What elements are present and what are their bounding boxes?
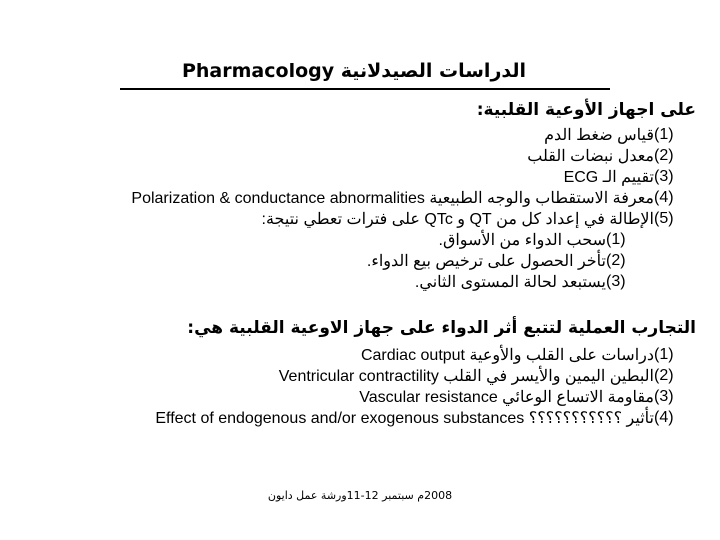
list-item: [20, 208, 696, 229]
item-text: تأثير ؟؟؟؟؟؟؟؟؟؟؟ Effect of endogenous and/or exogenous substances: [155, 409, 654, 427]
list-item: [20, 365, 696, 386]
item-number: (1): [606, 230, 626, 248]
item-number: (1): [654, 125, 674, 143]
item-number: (3): [606, 272, 626, 290]
item-text: معرفة الاستقطاب والوجه الطبيعية Polarization & conductance abnormalities: [131, 189, 654, 207]
sub-list-item: [20, 250, 648, 271]
slide-title: الدراسات الصيدلانية Pharmacology: [181, 60, 526, 82]
item-text: مقاومة الاتساع الوعائي Vascular resistance: [359, 388, 654, 406]
item-number: (2): [654, 366, 674, 384]
item-number: (4): [654, 188, 674, 206]
item-text: البطين اليمين والأيسر في القلب Ventricular contractility: [278, 367, 654, 385]
experiments-list: [20, 344, 696, 428]
item-text: معدل نبضات القلب: [527, 147, 654, 165]
item-number: (4): [654, 408, 674, 426]
list-item: [20, 124, 696, 145]
item-text: قياس ضغط الدم: [544, 126, 654, 144]
list-item: [20, 187, 696, 208]
item-text: يستبعد لحالة المستوى الثاني.: [414, 273, 606, 291]
cardiovascular-list: [20, 124, 696, 292]
section-heading-experiments: التجارب العملية لتتبع أثر الدواء على جهاز الاوعية القلبية هي:: [187, 318, 696, 338]
sub-list-item: [20, 229, 648, 250]
list-item: [20, 407, 696, 428]
list-item: [20, 344, 696, 365]
item-text: دراسات على القلب والأوعية Cardiac output: [360, 346, 654, 364]
list-item: [20, 166, 696, 187]
list-item: [20, 145, 696, 166]
slide-footer: 2008م سبتمبر 12-11ورشة عمل دايون: [267, 489, 453, 502]
section-heading-cardiovascular: على اجهاز الأوعية القلبية:: [476, 100, 696, 120]
item-number: (3): [654, 387, 674, 405]
item-number: (2): [606, 251, 626, 269]
sub-list-item: [20, 271, 648, 292]
title-underline: [120, 88, 610, 90]
item-number: (2): [654, 146, 674, 164]
item-text: الإطالة في إعداد كل من QT و QTc على فترات تعطي نتيجة:: [261, 210, 654, 228]
item-text: سحب الدواء من الأسواق.: [438, 231, 606, 249]
list-item: [20, 386, 696, 407]
item-number: (3): [654, 167, 674, 185]
item-text: تقييم الـ ECG: [563, 168, 654, 186]
item-number: (1): [654, 345, 674, 363]
item-text: تأخر الحصول على ترخيص بيع الدواء.: [366, 252, 606, 270]
item-number: (5): [654, 209, 674, 227]
